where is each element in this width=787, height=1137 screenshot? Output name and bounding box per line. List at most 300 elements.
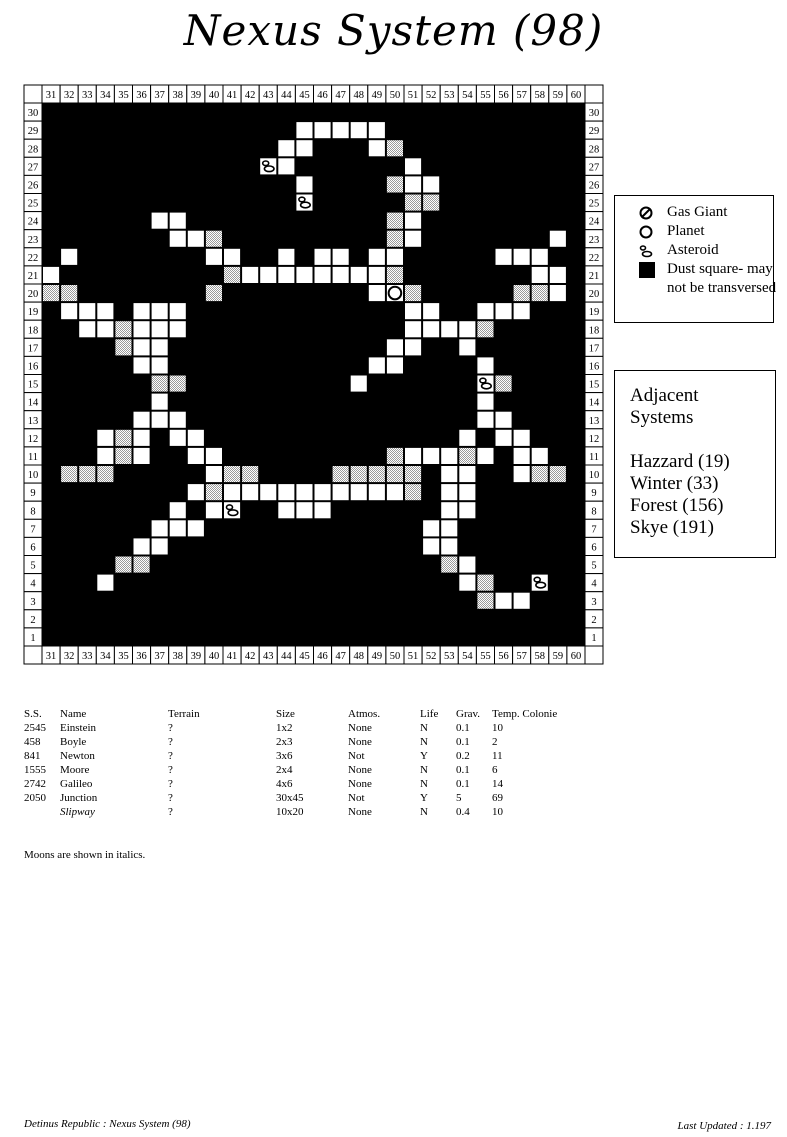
- x-label-top: 33: [82, 90, 93, 101]
- adjacent-system: Winter (33): [630, 473, 719, 494]
- x-label-bottom: 34: [100, 651, 111, 662]
- x-label-top: 36: [136, 90, 147, 101]
- y-label-right: 9: [591, 488, 597, 500]
- open-square: [224, 248, 241, 265]
- col-header: S.S.: [24, 708, 42, 720]
- cell-ss: 2050: [24, 792, 46, 804]
- open-square: [495, 411, 512, 428]
- x-label-top: 40: [208, 90, 220, 101]
- open-square: [441, 447, 458, 464]
- cell-terrain: ?: [168, 806, 173, 818]
- cell-atmos: None: [348, 778, 372, 790]
- shaded-square: [133, 556, 150, 573]
- x-label-top: 45: [299, 90, 310, 101]
- shaded-square: [477, 574, 494, 591]
- planet-icon: [389, 287, 402, 300]
- cell-life: N: [420, 778, 428, 790]
- x-label-bottom: 43: [263, 651, 274, 662]
- open-square: [459, 466, 476, 483]
- x-label-bottom: 60: [570, 651, 582, 662]
- open-square: [187, 447, 204, 464]
- open-square: [296, 122, 313, 139]
- cell-size: 4x6: [276, 778, 293, 790]
- shaded-square: [386, 447, 403, 464]
- y-label-right: 8: [591, 506, 597, 518]
- open-square: [97, 321, 114, 338]
- open-square: [169, 212, 186, 229]
- open-square: [151, 520, 168, 537]
- legend-asteroid-label: Asteroid: [667, 242, 719, 258]
- x-label-bottom: 33: [82, 651, 93, 662]
- shaded-square: [531, 466, 548, 483]
- open-square: [531, 248, 548, 265]
- cell-atmos: None: [348, 736, 372, 748]
- y-label-left: 2: [30, 614, 36, 626]
- open-square: [459, 484, 476, 501]
- open-square: [477, 411, 494, 428]
- open-square: [296, 502, 313, 519]
- open-square: [187, 484, 204, 501]
- shaded-square: [115, 339, 132, 356]
- cell-size: 30x45: [276, 792, 304, 804]
- open-square: [205, 248, 222, 265]
- y-label-left: 26: [27, 180, 39, 192]
- shaded-square: [97, 466, 114, 483]
- open-square: [187, 429, 204, 446]
- y-label-right: 16: [588, 361, 600, 373]
- y-label-left: 15: [27, 379, 39, 391]
- y-label-left: 18: [27, 325, 39, 337]
- x-label-top: 54: [462, 90, 473, 101]
- open-square: [278, 502, 295, 519]
- x-label-bottom: 57: [516, 651, 527, 662]
- open-square: [350, 484, 367, 501]
- open-square: [332, 266, 349, 283]
- shaded-square: [549, 466, 566, 483]
- cell-grav: 5: [456, 792, 462, 804]
- dust-square-icon: [639, 262, 655, 278]
- x-label-top: 31: [45, 90, 57, 101]
- open-square: [423, 520, 440, 537]
- open-square: [477, 447, 494, 464]
- open-square: [314, 248, 331, 265]
- y-label-left: 22: [27, 252, 39, 264]
- open-square: [314, 502, 331, 519]
- cell-grav: 0.1: [456, 736, 470, 748]
- cell-ss: 1555: [24, 764, 46, 776]
- cell-atmos: Not: [348, 792, 365, 804]
- x-label-top: 39: [190, 90, 202, 101]
- open-square: [441, 321, 458, 338]
- table-row: [24, 778, 624, 792]
- open-square: [332, 248, 349, 265]
- shaded-square: [205, 285, 222, 302]
- open-square: [133, 303, 150, 320]
- shaded-square: [386, 140, 403, 157]
- legend-dust-label: Dust square- may not be transversed: [667, 261, 777, 296]
- asteroid-icon: [228, 510, 238, 516]
- footer-left: Detinus Republic : Nexus System (98): [24, 1118, 191, 1130]
- open-square: [368, 140, 385, 157]
- open-square: [133, 538, 150, 555]
- y-label-left: 29: [27, 126, 39, 138]
- open-square: [441, 466, 458, 483]
- open-square: [260, 484, 277, 501]
- y-label-right: 30: [588, 108, 600, 120]
- y-label-left: 20: [27, 289, 39, 301]
- gas-giant-icon: [639, 206, 653, 220]
- y-label-left: 7: [30, 524, 36, 536]
- open-square: [151, 538, 168, 555]
- shaded-square: [242, 466, 259, 483]
- y-label-right: 4: [591, 578, 597, 590]
- open-square: [97, 447, 114, 464]
- x-label-top: 50: [389, 90, 401, 101]
- open-square: [495, 592, 512, 609]
- cell-grav: 0.1: [456, 722, 470, 734]
- x-label-bottom: 35: [118, 651, 129, 662]
- open-square: [423, 303, 440, 320]
- cell-temp: 69: [492, 792, 503, 804]
- x-label-bottom: 40: [208, 651, 220, 662]
- x-label-top: 35: [118, 90, 129, 101]
- open-square: [61, 248, 78, 265]
- open-square: [386, 248, 403, 265]
- open-square: [278, 266, 295, 283]
- shaded-square: [477, 321, 494, 338]
- open-square: [133, 429, 150, 446]
- y-label-right: 22: [588, 252, 600, 264]
- x-label-bottom: 49: [371, 651, 383, 662]
- x-label-bottom: 54: [462, 651, 473, 662]
- shaded-square: [405, 484, 422, 501]
- shaded-square: [531, 285, 548, 302]
- open-square: [477, 303, 494, 320]
- open-square: [79, 303, 96, 320]
- x-label-top: 37: [154, 90, 165, 101]
- open-square: [368, 285, 385, 302]
- y-label-left: 14: [27, 397, 39, 409]
- cell-ss: 458: [24, 736, 41, 748]
- col-header: Grav.: [456, 708, 481, 720]
- x-label-top: 42: [244, 90, 256, 101]
- y-label-right: 15: [588, 379, 600, 391]
- open-square: [169, 230, 186, 247]
- shaded-square: [368, 466, 385, 483]
- open-square: [187, 230, 204, 247]
- open-square: [169, 520, 186, 537]
- x-label-bottom: 41: [226, 651, 238, 662]
- x-label-bottom: 38: [172, 651, 183, 662]
- open-square: [43, 266, 60, 283]
- legend-box: [614, 195, 777, 323]
- x-label-top: 59: [552, 90, 564, 101]
- open-square: [495, 303, 512, 320]
- cell-grav: 0.2: [456, 750, 470, 762]
- cell-size: 3x6: [276, 750, 293, 762]
- x-label-bottom: 32: [63, 651, 75, 662]
- x-label-top: 46: [317, 90, 328, 101]
- cell-life: N: [420, 764, 428, 776]
- open-square: [133, 357, 150, 374]
- asteroid-icon: [480, 378, 486, 383]
- cell-terrain: ?: [168, 736, 173, 748]
- y-label-left: 16: [27, 361, 39, 373]
- shaded-square: [459, 447, 476, 464]
- open-square: [133, 321, 150, 338]
- open-square: [513, 248, 530, 265]
- open-square: [97, 303, 114, 320]
- x-label-top: 56: [498, 90, 509, 101]
- open-square: [296, 484, 313, 501]
- cell-atmos: Not: [348, 750, 365, 762]
- open-square: [133, 447, 150, 464]
- y-label-left: 19: [27, 307, 39, 319]
- open-square: [459, 429, 476, 446]
- open-square: [441, 502, 458, 519]
- y-label-left: 17: [27, 343, 39, 355]
- shaded-square: [61, 466, 78, 483]
- cell-terrain: ?: [168, 750, 173, 762]
- open-square: [169, 303, 186, 320]
- open-square: [296, 266, 313, 283]
- x-label-bottom: 36: [136, 651, 147, 662]
- cell-atmos: None: [348, 806, 372, 818]
- y-label-right: 24: [588, 216, 600, 228]
- open-square: [133, 339, 150, 356]
- y-label-right: 20: [588, 289, 600, 301]
- open-square: [169, 411, 186, 428]
- open-square: [368, 266, 385, 283]
- x-label-top: 34: [100, 90, 111, 101]
- cell-name: Moore: [60, 764, 90, 776]
- open-square: [423, 538, 440, 555]
- open-square: [441, 538, 458, 555]
- shaded-square: [61, 285, 78, 302]
- open-square: [205, 502, 222, 519]
- open-square: [459, 321, 476, 338]
- y-label-right: 25: [588, 198, 600, 210]
- page-title: Nexus System (98): [183, 6, 604, 55]
- x-label-top: 32: [63, 90, 75, 101]
- shaded-square: [224, 466, 241, 483]
- open-square: [405, 158, 422, 175]
- asteroid-icon: [299, 197, 305, 202]
- adjacent-system: Forest (156): [630, 495, 724, 516]
- asteroid-icon: [301, 202, 311, 208]
- cell-atmos: None: [348, 722, 372, 734]
- cell-name: Newton: [60, 750, 95, 762]
- shaded-square: [441, 556, 458, 573]
- y-label-right: 19: [588, 307, 600, 319]
- cell-temp: 14: [492, 778, 503, 790]
- shaded-square: [350, 466, 367, 483]
- x-label-bottom: 55: [480, 651, 491, 662]
- y-label-left: 24: [27, 216, 39, 228]
- shaded-square: [405, 194, 422, 211]
- x-label-top: 38: [172, 90, 183, 101]
- cell-size: 1x2: [276, 722, 293, 734]
- open-square: [169, 429, 186, 446]
- legend-gas-giant-label: Gas Giant: [667, 204, 728, 220]
- adjacent-system: Skye (191): [630, 517, 714, 538]
- table-row: [24, 792, 624, 806]
- col-header: Terrain: [168, 708, 200, 720]
- y-label-right: 23: [588, 234, 600, 246]
- shaded-square: [43, 285, 60, 302]
- cell-terrain: ?: [168, 792, 173, 804]
- cell-life: N: [420, 736, 428, 748]
- open-square: [368, 357, 385, 374]
- cell-grav: 0.4: [456, 806, 470, 818]
- open-square: [423, 321, 440, 338]
- open-square: [278, 484, 295, 501]
- open-square: [278, 140, 295, 157]
- x-label-bottom: 37: [154, 651, 165, 662]
- open-square: [459, 574, 476, 591]
- shaded-square: [405, 285, 422, 302]
- open-square: [513, 447, 530, 464]
- shaded-square: [386, 230, 403, 247]
- y-label-left: 23: [27, 234, 39, 246]
- open-square: [151, 212, 168, 229]
- shaded-square: [79, 466, 96, 483]
- asteroid-icon: [536, 582, 546, 588]
- shaded-square: [115, 321, 132, 338]
- y-label-right: 1: [591, 633, 597, 644]
- open-square: [405, 303, 422, 320]
- shaded-square: [386, 212, 403, 229]
- adjacent-heading: Adjacent Systems: [630, 385, 699, 428]
- y-label-right: 28: [588, 144, 600, 156]
- y-label-left: 27: [27, 162, 39, 174]
- x-label-bottom: 52: [425, 651, 437, 662]
- y-label-right: 27: [588, 162, 600, 174]
- y-label-right: 12: [588, 433, 600, 445]
- moons-note: Moons are shown in italics.: [24, 849, 146, 861]
- open-square: [332, 122, 349, 139]
- open-square: [296, 140, 313, 157]
- x-label-bottom: 46: [317, 651, 328, 662]
- x-label-bottom: 42: [244, 651, 256, 662]
- cell-size: 2x4: [276, 764, 293, 776]
- x-label-bottom: 39: [190, 651, 202, 662]
- col-header: Life: [420, 708, 439, 720]
- asteroid-icon: [264, 166, 274, 172]
- open-square: [441, 520, 458, 537]
- open-square: [513, 592, 530, 609]
- open-square: [513, 466, 530, 483]
- y-label-left: 13: [27, 415, 39, 427]
- y-label-right: 5: [591, 560, 597, 572]
- table-body: [24, 722, 624, 820]
- cell-size: 10x20: [276, 806, 304, 818]
- adjacent-system: Hazzard (19): [630, 451, 730, 472]
- open-square: [314, 484, 331, 501]
- y-label-left: 5: [30, 560, 36, 572]
- open-square: [242, 266, 259, 283]
- col-header: Atmos.: [348, 708, 381, 720]
- cell-life: N: [420, 806, 428, 818]
- y-label-left: 6: [30, 542, 36, 554]
- open-square: [531, 447, 548, 464]
- x-label-bottom: 45: [299, 651, 310, 662]
- open-square: [224, 484, 241, 501]
- open-square: [260, 266, 277, 283]
- open-square: [495, 248, 512, 265]
- open-square: [169, 321, 186, 338]
- shaded-square: [115, 429, 132, 446]
- open-square: [205, 466, 222, 483]
- cell-terrain: ?: [168, 778, 173, 790]
- open-square: [151, 357, 168, 374]
- y-label-left: 12: [27, 433, 39, 445]
- open-square: [350, 375, 367, 392]
- adjacent-list: [630, 451, 730, 539]
- cell-ss: 2545: [24, 722, 46, 734]
- table-row: [24, 722, 624, 736]
- open-square: [79, 321, 96, 338]
- open-square: [368, 484, 385, 501]
- open-square: [151, 321, 168, 338]
- open-square: [242, 484, 259, 501]
- table-row: [24, 750, 624, 764]
- y-label-right: 17: [588, 343, 600, 355]
- open-square: [187, 520, 204, 537]
- open-square: [368, 248, 385, 265]
- open-square: [278, 158, 295, 175]
- asteroid-icon: [227, 505, 233, 510]
- x-label-top: 60: [570, 90, 582, 101]
- open-square: [314, 266, 331, 283]
- open-square: [151, 339, 168, 356]
- cell-grav: 0.1: [456, 764, 470, 776]
- open-square: [549, 285, 566, 302]
- open-square: [278, 248, 295, 265]
- open-square: [151, 393, 168, 410]
- open-square: [61, 303, 78, 320]
- x-label-bottom: 59: [552, 651, 564, 662]
- shaded-square: [115, 447, 132, 464]
- open-square: [133, 411, 150, 428]
- shaded-square: [151, 375, 168, 392]
- cell-atmos: None: [348, 764, 372, 776]
- shaded-square: [386, 176, 403, 193]
- open-square: [459, 502, 476, 519]
- adjacent-systems-box: [614, 370, 776, 558]
- col-header: Size: [276, 708, 295, 720]
- open-square: [423, 447, 440, 464]
- y-label-right: 6: [591, 542, 597, 554]
- shaded-square: [115, 556, 132, 573]
- shaded-square: [224, 266, 241, 283]
- x-label-top: 41: [226, 90, 238, 101]
- cell-terrain: ?: [168, 722, 173, 734]
- shaded-square: [169, 375, 186, 392]
- y-label-right: 14: [588, 397, 600, 409]
- open-square: [405, 447, 422, 464]
- asteroid-icon: [482, 383, 492, 389]
- y-label-right: 10: [588, 470, 600, 482]
- x-label-top: 55: [480, 90, 491, 101]
- open-square: [350, 122, 367, 139]
- asteroid-icon: [639, 244, 653, 258]
- open-square: [405, 339, 422, 356]
- y-label-left: 10: [27, 470, 39, 482]
- y-label-left: 4: [30, 578, 36, 590]
- y-label-right: 21: [588, 271, 600, 282]
- cell-life: N: [420, 722, 428, 734]
